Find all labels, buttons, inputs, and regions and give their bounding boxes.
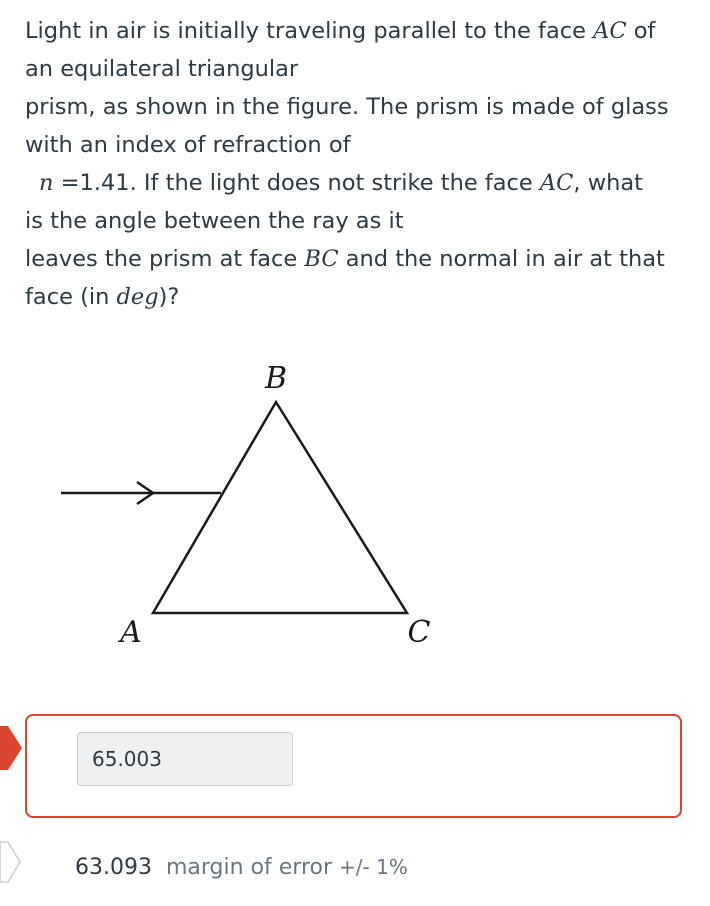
question-line-6: is the angle between the ray as it xyxy=(25,208,404,234)
question-text-segment: , what xyxy=(573,170,643,196)
margin-of-error-label: margin of error xyxy=(165,855,333,880)
question-text-segment: leaves the prism at face xyxy=(25,246,305,272)
math-deg: deg xyxy=(116,284,159,310)
question-line-8 xyxy=(25,278,685,316)
correct-answer-value: 63.093 xyxy=(75,855,152,880)
question-text-segment: of xyxy=(626,18,656,44)
correct-answer-row xyxy=(75,850,408,885)
math-face-bc: BC xyxy=(304,246,339,272)
incorrect-answer-icon xyxy=(0,726,22,770)
question-line-2: an equilateral triangular xyxy=(25,56,299,82)
question-line-4: with an index of refraction of xyxy=(25,132,351,158)
math-face-ac: AC xyxy=(539,170,574,196)
correct-answer-icon xyxy=(0,840,22,884)
math-face-ac: AC xyxy=(593,18,627,44)
margin-of-error-value: +/- 1% xyxy=(339,855,408,879)
question-text-segment: face (in xyxy=(25,284,117,310)
answer-box xyxy=(25,714,682,818)
prism-triangle xyxy=(153,402,407,613)
question-line-3: prism, as shown in the figure. The prism is made of glass xyxy=(25,94,669,120)
question-line-1 xyxy=(25,12,685,50)
question-line-5 xyxy=(25,164,685,202)
math-n: n xyxy=(39,170,54,196)
prism-figure xyxy=(40,350,460,660)
vertex-label-c: C xyxy=(407,615,431,650)
question-text xyxy=(25,12,685,316)
refraction-index-value: 1.41. xyxy=(79,170,137,196)
question-text-segment: )? xyxy=(158,284,180,310)
question-text-segment: and the normal in air at that xyxy=(338,246,665,272)
question-text-segment: = xyxy=(53,170,80,196)
answer-input[interactable]: 65.003 xyxy=(77,732,293,786)
vertex-label-b: B xyxy=(264,361,288,396)
question-text-segment: Light in air is initially traveling parallel to the face xyxy=(25,18,594,44)
question-line-7 xyxy=(25,240,685,278)
question-text-segment: If the light does not strike the face xyxy=(136,170,540,196)
vertex-label-a: A xyxy=(120,615,142,650)
